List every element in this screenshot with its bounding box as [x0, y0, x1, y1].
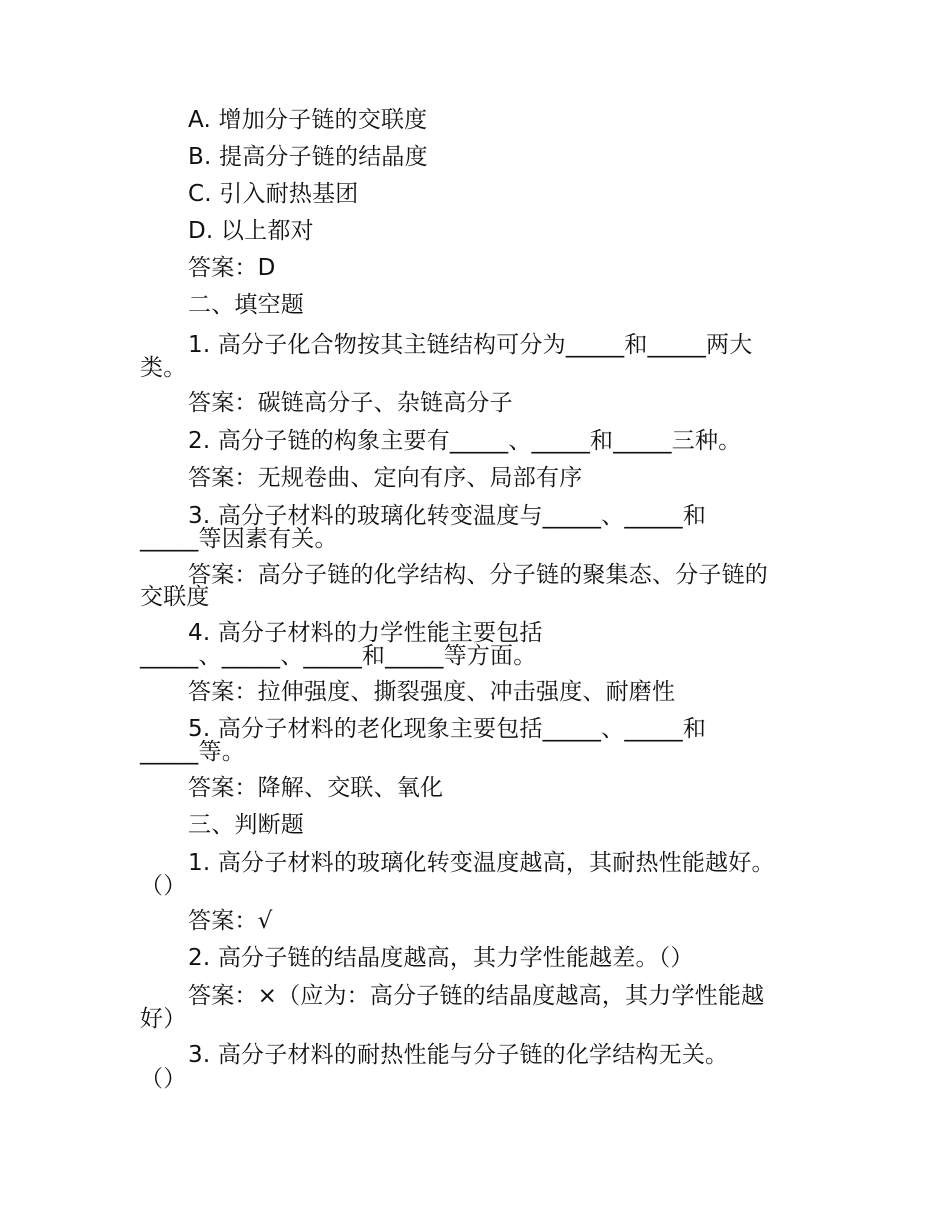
question-4: 4. 高分子材料的力学性能主要包括 [188, 620, 543, 646]
answer-line-cont: 好） [140, 1006, 187, 1032]
tf-question-3: 3. 高分子材料的耐热性能与分子链的化学结构无关。 [188, 1042, 729, 1068]
answer-line: 答案：D [188, 255, 276, 281]
question-2: 2. 高分子链的构象主要有_____、_____和_____三种。 [188, 428, 742, 454]
answer-line: 答案：拉伸强度、撕裂强度、冲击强度、耐磨性 [188, 679, 676, 705]
tf-question-1-cont: （） [140, 873, 187, 899]
question-3-cont: _____等因素有关。 [140, 526, 338, 552]
section-heading-fill-blank: 二、填空题 [188, 292, 304, 318]
tf-question-1: 1. 高分子材料的玻璃化转变温度越高，其耐热性能越好。 [188, 850, 775, 876]
answer-line: 答案：高分子链的化学结构、分子链的聚集态、分子链的 [188, 562, 768, 588]
option-d: D. 以上都对 [188, 218, 314, 244]
answer-line: 答案：√ [188, 908, 273, 934]
answer-line: 答案：无规卷曲、定向有序、局部有序 [188, 465, 583, 491]
option-b: B. 提高分子链的结晶度 [188, 144, 428, 170]
answer-line-cont: 交联度 [140, 584, 210, 610]
answer-line: 答案：碳链高分子、杂链高分子 [188, 390, 513, 416]
tf-question-3-cont: （） [140, 1066, 187, 1092]
option-c: C. 引入耐热基团 [188, 181, 359, 207]
tf-question-2: 2. 高分子链的结晶度越高，其力学性能越差。（） [188, 945, 694, 971]
answer-line: 答案：×（应为：高分子链的结晶度越高，其力学性能越 [188, 983, 765, 1009]
question-1-cont: 类。 [140, 355, 187, 381]
question-3: 3. 高分子材料的玻璃化转变温度与_____、_____和 [188, 503, 707, 529]
question-1: 1. 高分子化合物按其主链结构可分为_____和_____两大 [188, 332, 753, 358]
question-5-cont: _____等。 [140, 739, 245, 765]
answer-line: 答案：降解、交联、氧化 [188, 775, 444, 801]
question-5: 5. 高分子材料的老化现象主要包括_____、_____和 [188, 716, 707, 742]
question-4-cont: _____、_____、_____和_____等方面。 [140, 643, 537, 669]
section-heading-true-false: 三、判断题 [188, 812, 304, 838]
option-a: A. 增加分子链的交联度 [188, 107, 428, 133]
